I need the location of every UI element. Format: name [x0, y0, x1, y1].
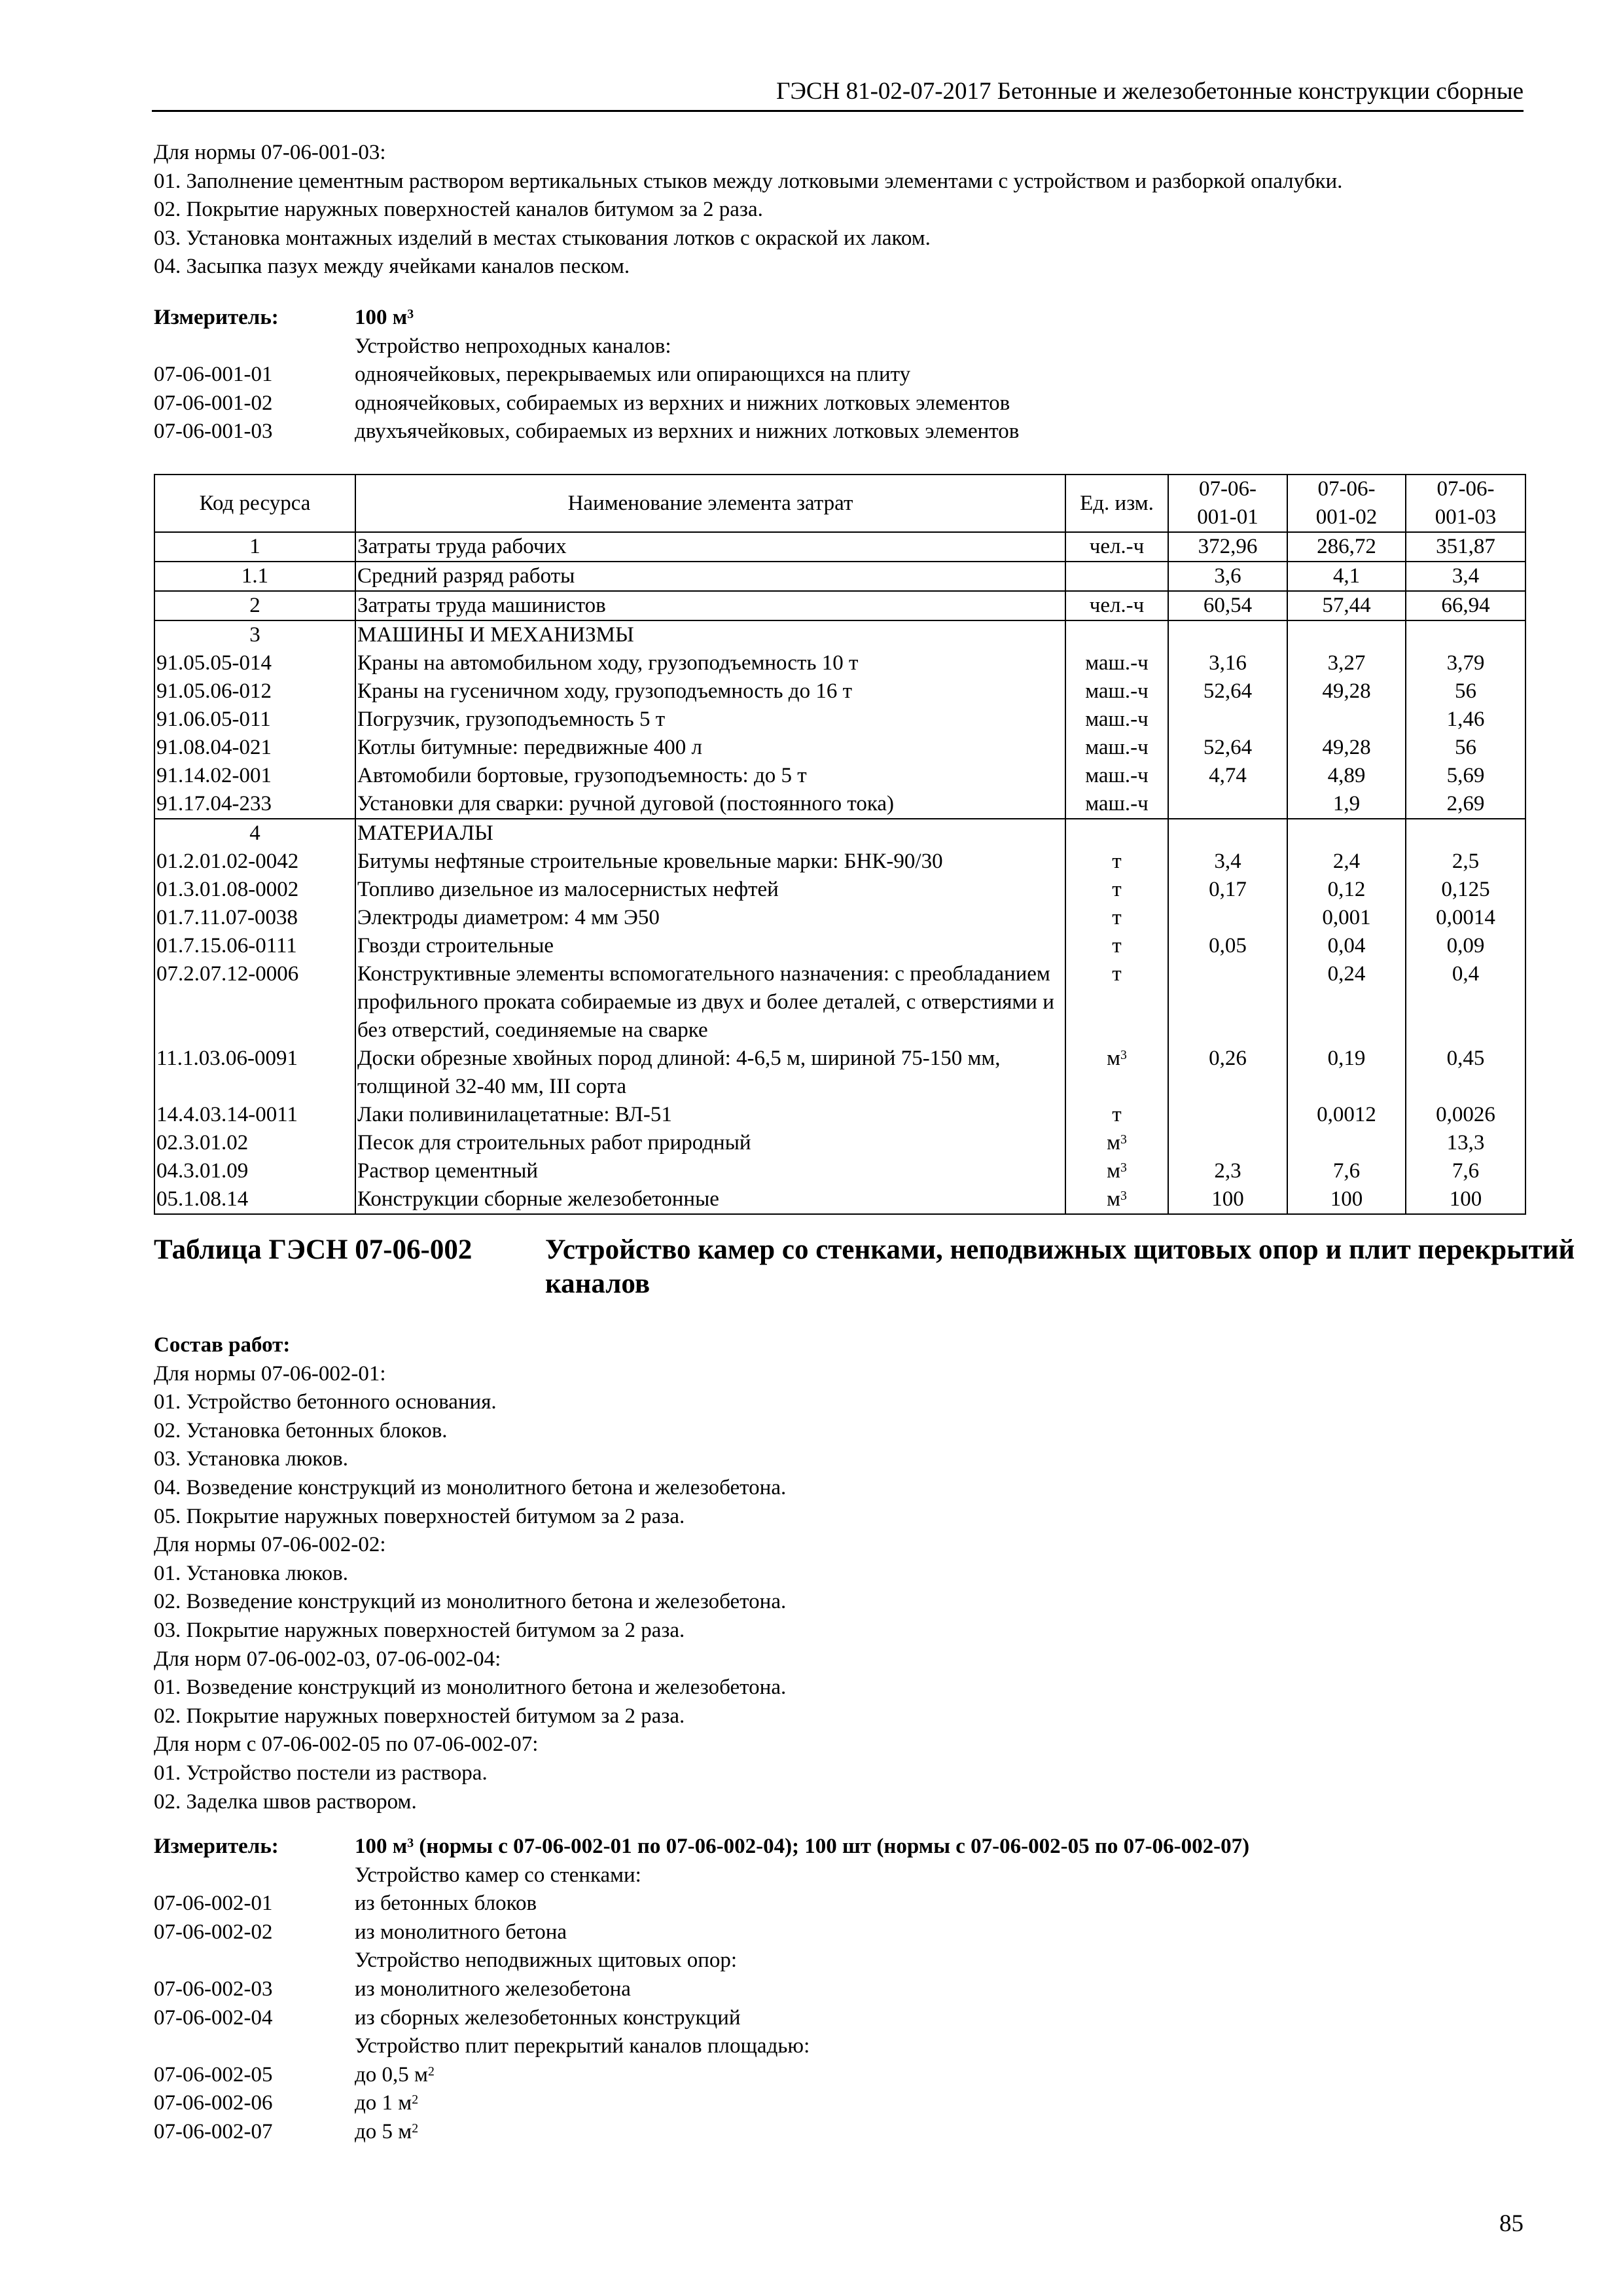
measure-block-1 — [154, 304, 1019, 446]
work-item: 02. Возведение конструкций из монолитного бетона и железобетона. — [154, 1590, 787, 1614]
resource-name: МАТЕРИАЛЫ — [355, 819, 1065, 848]
resource-unit: маш.-ч — [1065, 677, 1168, 706]
norm-description: из монолитного железобетона — [355, 1977, 631, 2001]
resource-name: Краны на автомобильном ходу, грузоподъемность 10 т — [355, 649, 1065, 677]
resource-unit — [1065, 620, 1168, 649]
value-norm-1 — [1168, 1101, 1287, 1129]
norm-description: одноячейковых, собираемых из верхних и нижних лотковых элементов — [355, 391, 1010, 415]
norm-list-item — [154, 418, 1019, 446]
norm-description: из монолитного бетона — [355, 1920, 567, 1944]
norm-code: 07-06-001-02 — [154, 391, 273, 415]
norm-description: двухъячейковых, собираемых из верхних и нижних лотковых элементов — [355, 420, 1020, 444]
resource-unit: маш.-ч — [1065, 706, 1168, 734]
norm-code — [154, 332, 355, 361]
norm-description: Устройство непроходных каналов: — [355, 334, 671, 358]
work-item: 04. Засыпка пазух между ячейками каналов песком. — [154, 255, 630, 279]
resource-name: Топливо дизельное из малосернистых нефтей — [355, 876, 1065, 904]
resource-code: 1 — [154, 532, 355, 562]
value-norm-2: 1,9 — [1287, 790, 1406, 819]
table-number: Таблица ГЭСН 07-06-002 — [154, 1234, 473, 1265]
resource-name: Гвозди строительные — [355, 932, 1065, 960]
resource-name: Битумы нефтяные строительные кровельные марки: БНК-90/30 — [355, 848, 1065, 876]
norm-list-item — [154, 389, 1019, 418]
norm-list-item — [154, 1918, 1249, 1947]
work-item: 03. Покрытие наружных поверхностей битумом за 2 раза. — [154, 1618, 685, 1642]
resource-name: Доски обрезные хвойных пород длиной: 4-6,5 м, шириной 75-150 мм, толщиной 32-40 мм, III сорта — [355, 1045, 1065, 1101]
norm-description: Устройство неподвижных щитовых опор: — [355, 1948, 738, 1973]
work-item: 02. Установка бетонных блоков. — [154, 1418, 448, 1443]
resource-code: 2 — [154, 591, 355, 620]
table-row — [154, 1101, 1525, 1129]
work-item: 02. Покрытие наружных поверхностей битумом за 2 раза. — [154, 1704, 685, 1728]
resource-code: 4 — [154, 819, 355, 848]
value-norm-3: 0,4 — [1406, 960, 1525, 1045]
resource-name: Песок для строительных работ природный — [355, 1129, 1065, 1157]
value-norm-2: 0,001 — [1287, 904, 1406, 932]
value-norm-1 — [1168, 904, 1287, 932]
value-norm-2 — [1287, 819, 1406, 848]
resource-unit: т — [1065, 904, 1168, 932]
value-norm-3: 56 — [1406, 734, 1525, 762]
value-norm-1: 100 — [1168, 1185, 1287, 1214]
table-row — [154, 790, 1525, 819]
norm-code: 07-06-001-03 — [154, 420, 273, 444]
norm-code — [154, 1946, 355, 1975]
value-norm-2: 0,04 — [1287, 932, 1406, 960]
value-norm-3: 2,5 — [1406, 848, 1525, 876]
resource-name: Котлы битумные: передвижные 400 л — [355, 734, 1065, 762]
col-header-norm-2: 07-06- 001-02 — [1287, 475, 1406, 532]
value-norm-3 — [1406, 620, 1525, 649]
resource-code: 05.1.08.14 — [154, 1185, 355, 1214]
value-norm-3: 56 — [1406, 677, 1525, 706]
work-item: 02. Покрытие наружных поверхностей каналов битумом за 2 раза. — [154, 198, 763, 222]
norm-list-item — [154, 2061, 1249, 2090]
value-norm-1: 52,64 — [1168, 677, 1287, 706]
value-norm-1: 3,6 — [1168, 562, 1287, 591]
value-norm-2: 49,28 — [1287, 677, 1406, 706]
resource-name: Средний разряд работы — [355, 562, 1065, 591]
resource-name: Конструктивные элементы вспомогательного назначения: с преобладанием профильного проката собираемые из двух и более деталей, с отверстиями и без отверстий, соединяемые на сварке — [355, 960, 1065, 1045]
value-norm-3 — [1406, 819, 1525, 848]
norm-code: 07-06-002-05 — [154, 2062, 273, 2087]
norm-code — [154, 2032, 355, 2061]
resource-unit: $м^3$ — [1065, 1157, 1168, 1185]
value-norm-3: 1,46 — [1406, 706, 1525, 734]
resource-unit: маш.-ч — [1065, 762, 1168, 790]
value-norm-3: 3,79 — [1406, 649, 1525, 677]
work-item: 04. Возведение конструкций из монолитного бетона и железобетона. — [154, 1475, 787, 1499]
value-norm-3: 66,94 — [1406, 591, 1525, 620]
table-row — [154, 848, 1525, 876]
work-item: 05. Покрытие наружных поверхностей битумом за 2 раза. — [154, 1504, 685, 1528]
table-row — [154, 649, 1525, 677]
value-norm-1 — [1168, 790, 1287, 819]
value-norm-2: 4,1 — [1287, 562, 1406, 591]
norm-subheading: Для нормы 07-06-001-03: — [154, 141, 386, 164]
resource-name: МАШИНЫ И МЕХАНИЗМЫ — [355, 620, 1065, 649]
running-header: ГЭСН 81-02-07-2017 Бетонные и железобетонные конструкции сборные — [152, 76, 1524, 112]
table-row — [154, 1185, 1525, 1214]
norm-description: из сборных железобетонных конструкций — [355, 2005, 741, 2030]
work-item: 03. Установка люков. — [154, 1447, 348, 1471]
resource-code: 04.3.01.09 — [154, 1157, 355, 1185]
resource-unit: т — [1065, 960, 1168, 1045]
norm-description: Устройство камер со стенками: — [355, 1863, 641, 1887]
value-norm-2 — [1287, 620, 1406, 649]
value-norm-1: 52,64 — [1168, 734, 1287, 762]
norm-code: 07-06-002-03 — [154, 1977, 273, 2001]
value-norm-3: 100 — [1406, 1185, 1525, 1214]
table-row — [154, 677, 1525, 706]
col-header-name: Наименование элемента затрат — [355, 475, 1065, 532]
table-row — [154, 819, 1525, 848]
norm-list-item — [154, 2118, 1249, 2147]
work-item: 03. Установка монтажных изделий в местах стыкования лотков с окраской их лаком. — [154, 226, 931, 250]
resource-name: Затраты труда рабочих — [355, 532, 1065, 562]
measure-block-2 — [154, 1833, 1249, 2147]
value-norm-2 — [1287, 706, 1406, 734]
value-norm-2: 100 — [1287, 1185, 1406, 1214]
norm-description: одноячейковых, перекрываемых или опирающихся на плиту — [355, 363, 911, 387]
resource-unit: $м^3$ — [1065, 1129, 1168, 1157]
norm-list-item — [154, 1890, 1249, 1918]
value-norm-2: 3,27 — [1287, 649, 1406, 677]
table-row — [154, 1157, 1525, 1185]
resource-unit: чел.-ч — [1065, 532, 1168, 562]
norm-list-item — [154, 1946, 1249, 1975]
norm-description: до 1 $м^2$ — [355, 2091, 419, 2115]
value-norm-1: 4,74 — [1168, 762, 1287, 790]
work-item: 01. Установка люков. — [154, 1561, 348, 1585]
col-header-norm-3: 07-06- 001-03 — [1406, 475, 1525, 532]
value-norm-3: 13,3 — [1406, 1129, 1525, 1157]
col-header-unit: Ед. изм. — [1065, 475, 1168, 532]
value-norm-1: 60,54 — [1168, 591, 1287, 620]
value-norm-3: 0,45 — [1406, 1045, 1525, 1101]
norm-subheading: Для норм с 07-06-002-05 по 07-06-002-07: — [154, 1732, 539, 1757]
table-title-07-06-002 — [154, 1233, 1623, 1301]
page-number: 85 — [1499, 2210, 1524, 2237]
resource-code: 91.08.04-021 — [154, 734, 355, 762]
resource-code: 01.3.01.08-0002 — [154, 876, 355, 904]
value-norm-3: 0,0014 — [1406, 904, 1525, 932]
resource-unit — [1065, 562, 1168, 591]
table-row — [154, 734, 1525, 762]
value-norm-2: 49,28 — [1287, 734, 1406, 762]
resource-code: 01.7.11.07-0038 — [154, 904, 355, 932]
resource-code: 01.2.01.02-0042 — [154, 848, 355, 876]
value-norm-1 — [1168, 1129, 1287, 1157]
resource-unit — [1065, 819, 1168, 848]
resource-code: 1.1 — [154, 562, 355, 591]
norm-code — [154, 1861, 355, 1890]
work-composition-07-06-001-03 — [154, 139, 1342, 281]
resource-name: Конструкции сборные железобетонные — [355, 1185, 1065, 1214]
resource-unit: т — [1065, 876, 1168, 904]
norm-subheading: Для нормы 07-06-002-02: — [154, 1533, 386, 1557]
value-norm-2: 0,0012 — [1287, 1101, 1406, 1129]
resource-unit: $м^3$ — [1065, 1045, 1168, 1101]
table-row — [154, 620, 1525, 649]
value-norm-1: 0,05 — [1168, 932, 1287, 960]
norm-list-item — [154, 1975, 1249, 2004]
table-header-row — [154, 475, 1525, 532]
norm-list-item — [154, 332, 1019, 361]
table-row — [154, 1129, 1525, 1157]
norm-description: до 0,5 $м^2$ — [355, 2062, 435, 2087]
resource-name: Электроды диаметром: 4 мм Э50 — [355, 904, 1065, 932]
table-row — [154, 1045, 1525, 1101]
value-norm-3: 2,69 — [1406, 790, 1525, 819]
resource-code: 02.3.01.02 — [154, 1129, 355, 1157]
norm-list-item — [154, 2004, 1249, 2033]
col-header-code: Код ресурса — [154, 475, 355, 532]
resource-name: Затраты труда машинистов — [355, 591, 1065, 620]
resource-unit: т — [1065, 932, 1168, 960]
resource-unit: чел.-ч — [1065, 591, 1168, 620]
measure-label: Измеритель: — [154, 306, 279, 329]
value-norm-1 — [1168, 819, 1287, 848]
resource-name: Погрузчик, грузоподъемность 5 т — [355, 706, 1065, 734]
value-norm-2: 0,12 — [1287, 876, 1406, 904]
norm-code: 07-06-002-07 — [154, 2119, 273, 2144]
work-item: 01. Возведение конструкций из монолитного бетона и железобетона. — [154, 1676, 787, 1700]
value-norm-3: 7,6 — [1406, 1157, 1525, 1185]
value-norm-2: 0,24 — [1287, 960, 1406, 1045]
value-norm-1 — [1168, 706, 1287, 734]
norm-description: из бетонных блоков — [355, 1892, 537, 1916]
table-row — [154, 562, 1525, 591]
resource-unit: маш.-ч — [1065, 649, 1168, 677]
resource-code: 91.06.05-011 — [154, 706, 355, 734]
resource-code: 14.4.03.14-0011 — [154, 1101, 355, 1129]
value-norm-3: 3,4 — [1406, 562, 1525, 591]
resource-name: Автомобили бортовые, грузоподъемность: до 5 т — [355, 762, 1065, 790]
norm-subheading: Для норм 07-06-002-03, 07-06-002-04: — [154, 1647, 501, 1671]
value-norm-3: 0,09 — [1406, 932, 1525, 960]
norm-code: 07-06-002-06 — [154, 2091, 273, 2115]
resource-code: 91.05.05-014 — [154, 649, 355, 677]
resource-unit: т — [1065, 848, 1168, 876]
resource-code: 91.14.02-001 — [154, 762, 355, 790]
norm-code: 07-06-002-04 — [154, 2005, 273, 2030]
value-norm-2: 0,19 — [1287, 1045, 1406, 1101]
table-row — [154, 932, 1525, 960]
resource-name: Установки для сварки: ручной дуговой (постоянного тока) — [355, 790, 1065, 819]
value-norm-1: 372,96 — [1168, 532, 1287, 562]
table-row — [154, 960, 1525, 1045]
norm-description: до 5 $м^2$ — [355, 2119, 419, 2144]
resource-code: 91.05.06-012 — [154, 677, 355, 706]
value-norm-1: 3,16 — [1168, 649, 1287, 677]
resource-name: Раствор цементный — [355, 1157, 1065, 1185]
value-norm-3: 0,0026 — [1406, 1101, 1525, 1129]
resource-code: 01.7.15.06-0111 — [154, 932, 355, 960]
norm-list-item — [154, 1861, 1249, 1890]
resource-unit: $м^3$ — [1065, 1185, 1168, 1214]
resource-unit: маш.-ч — [1065, 734, 1168, 762]
resource-name: Лаки поливинилацетатные: ВЛ-51 — [355, 1101, 1065, 1129]
table-row — [154, 876, 1525, 904]
table-caption: Устройство камер со стенками, неподвижных щитовых опор и плит перекрытий каналов — [545, 1234, 1575, 1299]
resource-code: 11.1.03.06-0091 — [154, 1045, 355, 1101]
resource-code: 3 — [154, 620, 355, 649]
table-row — [154, 762, 1525, 790]
norm-subheading: Для нормы 07-06-002-01: — [154, 1361, 386, 1386]
value-norm-1: 3,4 — [1168, 848, 1287, 876]
value-norm-2 — [1287, 1129, 1406, 1157]
work-item: 01. Устройство бетонного основания. — [154, 1390, 497, 1414]
resource-code: 07.2.07.12-0006 — [154, 960, 355, 1045]
value-norm-3: 0,125 — [1406, 876, 1525, 904]
table-row — [154, 904, 1525, 932]
resource-table — [154, 474, 1526, 1215]
table-row — [154, 532, 1525, 562]
measure-unit: 100 $м^3$ — [355, 306, 414, 329]
norm-list-item — [154, 2032, 1249, 2061]
work-composition-07-06-002 — [154, 1331, 787, 1814]
value-norm-3: 5,69 — [1406, 762, 1525, 790]
work-item: 02. Заделка швов раствором. — [154, 1789, 417, 1814]
resource-unit: маш.-ч — [1065, 790, 1168, 819]
value-norm-2: 2,4 — [1287, 848, 1406, 876]
works-heading: Состав работ: — [154, 1333, 291, 1357]
table-row — [154, 706, 1525, 734]
measure-unit: 100 $м^3$ (нормы с 07-06-002-01 по 07-06-002-04); 100 шт (нормы с 07-06-002-05 по 07-06-002-07) — [355, 1835, 1250, 1858]
work-item: 01. Заполнение цементным раствором вертикальных стыков между лотковыми элементами с устройством и разборкой опалубки. — [154, 169, 1343, 193]
value-norm-2: 4,89 — [1287, 762, 1406, 790]
value-norm-2: 57,44 — [1287, 591, 1406, 620]
value-norm-1 — [1168, 620, 1287, 649]
norm-code: 07-06-001-01 — [154, 363, 273, 387]
value-norm-2: 286,72 — [1287, 532, 1406, 562]
value-norm-1: 2,3 — [1168, 1157, 1287, 1185]
table-row — [154, 591, 1525, 620]
value-norm-3: 351,87 — [1406, 532, 1525, 562]
resource-name: Краны на гусеничном ходу, грузоподъемность до 16 т — [355, 677, 1065, 706]
norm-code: 07-06-002-01 — [154, 1892, 273, 1916]
work-item: 01. Устройство постели из раствора. — [154, 1761, 488, 1785]
norm-code: 07-06-002-02 — [154, 1920, 273, 1944]
col-header-norm-1: 07-06- 001-01 — [1168, 475, 1287, 532]
value-norm-1: 0,26 — [1168, 1045, 1287, 1101]
value-norm-1 — [1168, 960, 1287, 1045]
value-norm-2: 7,6 — [1287, 1157, 1406, 1185]
norm-list-item — [154, 2089, 1249, 2118]
resource-code: 91.17.04-233 — [154, 790, 355, 819]
norm-list-item — [154, 361, 1019, 389]
norm-description: Устройство плит перекрытий каналов площадью: — [355, 2034, 810, 2058]
measure-label: Измеритель: — [154, 1835, 279, 1858]
value-norm-1: 0,17 — [1168, 876, 1287, 904]
resource-unit: т — [1065, 1101, 1168, 1129]
